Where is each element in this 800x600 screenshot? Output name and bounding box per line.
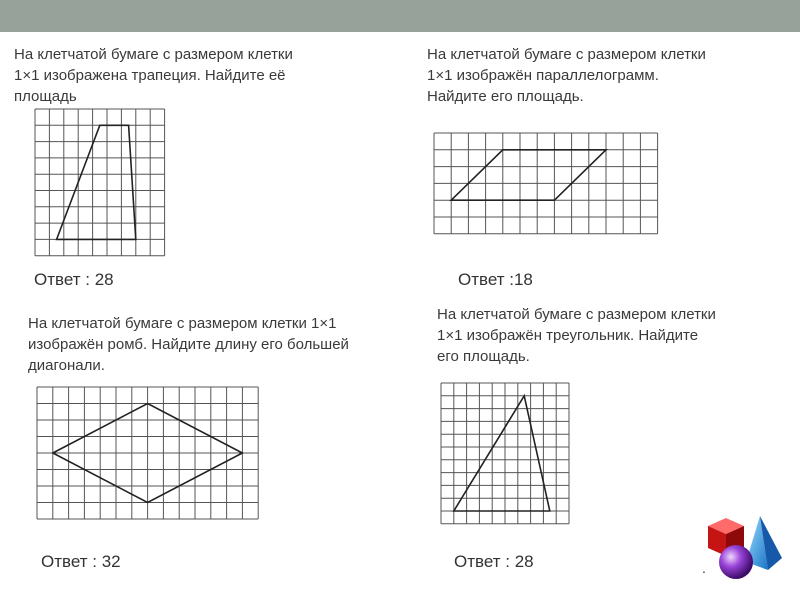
problem-1-answer: Ответ : 28 xyxy=(34,270,114,289)
geometric-shapes-icon xyxy=(706,512,784,582)
triangle-grid xyxy=(441,383,569,524)
problem-2-text: На клетчатой бумаге с размером клетки 1×1 изображён параллелограмм. Найдите его площадь. xyxy=(427,46,706,105)
trapezoid-figure xyxy=(57,125,136,239)
problem-4-text: На клетчатой бумаге с размером клетки 1×1 изображён треугольник. Найдите его площадь. xyxy=(437,306,716,365)
problem-1-text: На клетчатой бумаге с размером клетки 1×1 изображена трапеция. Найдите её площадь xyxy=(14,46,293,105)
problem-3-text: На клетчатой бумаге с размером клетки 1×1 изображён ромб. Найдите длину его большей диагонали. xyxy=(28,315,349,374)
top-bar xyxy=(0,0,800,32)
trailing-mark: . xyxy=(702,560,706,576)
problem-3-answer: Ответ : 32 xyxy=(41,552,121,571)
triangle-figure xyxy=(454,396,550,511)
problem-4-answer: Ответ : 28 xyxy=(454,552,534,571)
parallelogram-grid xyxy=(434,133,658,234)
problem-2-answer: Ответ :18 xyxy=(458,270,533,289)
parallelogram-figure xyxy=(451,150,606,200)
rhombus-grid xyxy=(37,387,259,519)
trapezoid-grid xyxy=(35,109,165,256)
